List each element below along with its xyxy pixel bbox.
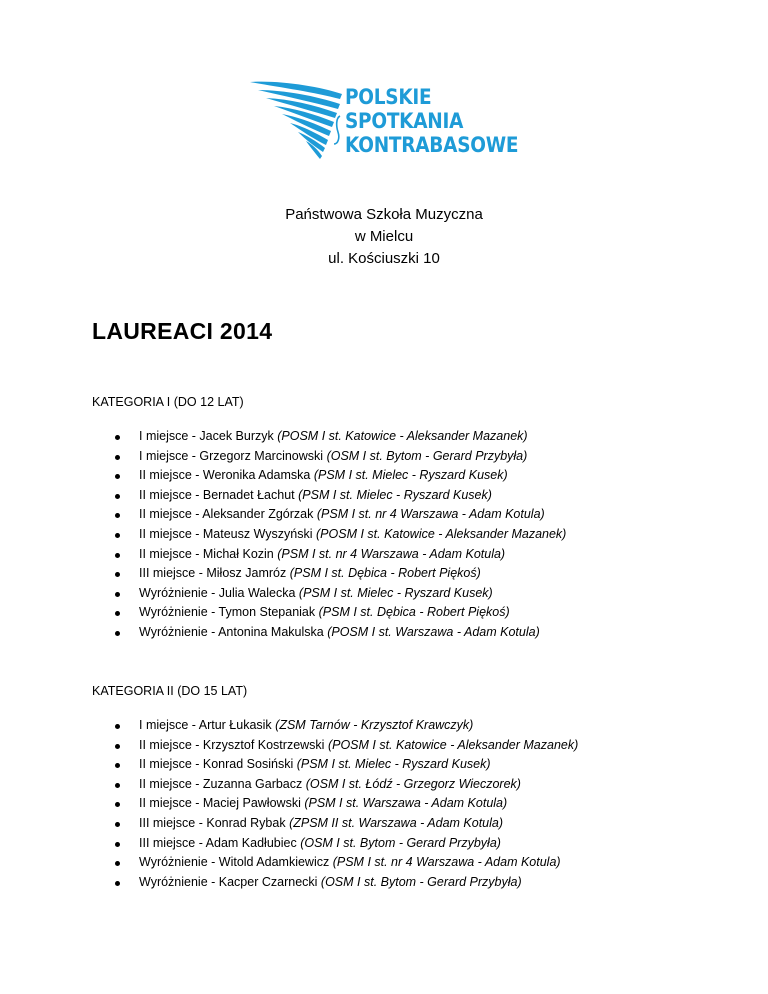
laureate-school-teacher: (PSM I st. Dębica - Robert Piękoś) [289,566,481,581]
laureate-item [92,447,566,467]
school-address [0,204,768,270]
laureate-item [92,775,578,795]
laureate-place-name: I miejsce - Jacek Burzyk [139,429,274,443]
laureate-school-teacher: (PSM I st. Dębica - Robert Piękoś) [318,605,510,620]
laureate-school-teacher: (PSM I st. Warszawa - Adam Kotula) [304,796,508,811]
laureate-place-name: II miejsce - Bernadet Łachut [139,487,295,502]
laureate-place-name: II miejsce - Konrad Sosiński [139,757,294,772]
laureate-place-name: II miejsce - Aleksander Zgórzak [139,507,314,522]
laureate-school-teacher: (PSM I st. nr 4 Warszawa - Adam Kotula) [316,507,545,522]
laureate-list [92,427,566,643]
laureate-place-name: II miejsce - Krzysztof Kostrzewski [139,737,325,752]
festival-logo [248,80,523,164]
laureate-place-name: II miejsce - Zuzanna Garbacz [139,776,303,791]
laureate-item [92,584,566,604]
laureate-school-teacher: (POSM I st. Katowice - Aleksander Mazanek) [277,429,528,443]
laureate-list [92,716,578,892]
laureate-place-name: II miejsce - Weronika Adamska [139,468,311,483]
laureate-place-name: I miejsce - Artur Łukasik [139,718,272,732]
laureate-place-name: II miejsce - Michał Kozin [139,546,274,561]
laureate-place-name: III miejsce - Konrad Rybak [139,815,286,830]
laureate-school-teacher: (PSM I st. Mielec - Ryszard Kusek) [298,487,492,502]
laureate-item [92,853,578,873]
laureate-place-name: Wyróżnienie - Kacper Czarnecki [139,874,318,889]
logo-line-1: POLSKIE [345,85,432,110]
address-line-2: w Mielcu [354,228,414,245]
laureate-school-teacher: (OSM I st. Bytom - Gerard Przybyła) [320,874,522,889]
address-line-1: Państwowa Szkoła Muzyczna [285,206,483,223]
laureate-school-teacher: (PSM I st. Mielec - Ryszard Kusek) [298,585,493,600]
laureate-school-teacher: (POSM I st. Katowice - Aleksander Mazanek) [327,737,579,752]
laureate-place-name: I miejsce - Grzegorz Marcinowski [139,448,324,463]
category-heading: KATEGORIA I (DO 12 LAT) [92,395,244,409]
logo-wordmark [345,86,518,158]
address-line-3: ul. Kościuszki 10 [328,250,440,267]
logo-line-2: SPOTKANIA [345,109,464,134]
laureate-place-name: III miejsce - Adam Kadłubiec [139,835,297,850]
laureate-school-teacher: (OSM I st. Łódź - Grzegorz Wieczorek) [305,776,521,791]
laureate-school-teacher: (POSM I st. Katowice - Aleksander Mazanek) [316,526,567,541]
laureate-school-teacher: (PSM I st. nr 4 Warszawa - Adam Kotula) [332,855,561,870]
laureate-place-name: Wyróżnienie - Witold Adamkiewicz [139,855,330,870]
laureate-item [92,755,578,775]
laureate-school-teacher: (OSM I st. Bytom - Gerard Przybyła) [326,448,528,463]
page-title: LAUREACI 2014 [92,318,273,344]
laureate-item [92,834,578,854]
laureate-school-teacher: (ZSM Tarnów - Krzysztof Krawczyk) [275,718,474,732]
laureate-item [92,794,578,814]
laureate-item [92,427,566,447]
laureate-school-teacher: (OSM I st. Bytom - Gerard Przybyła) [300,835,501,850]
laureate-item [92,736,578,756]
laureate-place-name: Wyróżnienie - Antonina Makulska [139,624,324,639]
laureate-school-teacher: (ZPSM II st. Warszawa - Adam Kotula) [289,815,504,830]
laureate-place-name: II miejsce - Maciej Pawłowski [139,796,301,811]
laureate-place-name: Wyróżnienie - Tymon Stepaniak [139,605,316,620]
laureate-place-name: III miejsce - Miłosz Jamróz [139,566,287,581]
laureate-school-teacher: (PSM I st. nr 4 Warszawa - Adam Kotula) [277,546,506,561]
laureate-item [92,716,578,736]
double-bass-wing-icon [248,80,348,164]
laureate-item [92,873,578,893]
laureate-item [92,525,566,545]
laureate-item [92,545,566,565]
laureate-place-name: Wyróżnienie - Julia Walecka [139,585,296,600]
laureate-item [92,505,566,525]
laureate-school-teacher: (PSM I st. Mielec - Ryszard Kusek) [313,468,508,483]
laureate-item [92,466,566,486]
category-heading: KATEGORIA II (DO 15 LAT) [92,684,248,698]
logo-line-3: KONTRABASOWE [345,133,519,158]
laureate-item [92,814,578,834]
laureate-item [92,486,566,506]
laureate-place-name: II miejsce - Mateusz Wyszyński [139,526,313,541]
laureate-item [92,623,566,643]
laureate-item [92,564,566,584]
laureate-school-teacher: (PSM I st. Mielec - Ryszard Kusek) [296,757,491,772]
laureate-school-teacher: (POSM I st. Warszawa - Adam Kotula) [327,624,540,639]
laureate-item [92,603,566,623]
